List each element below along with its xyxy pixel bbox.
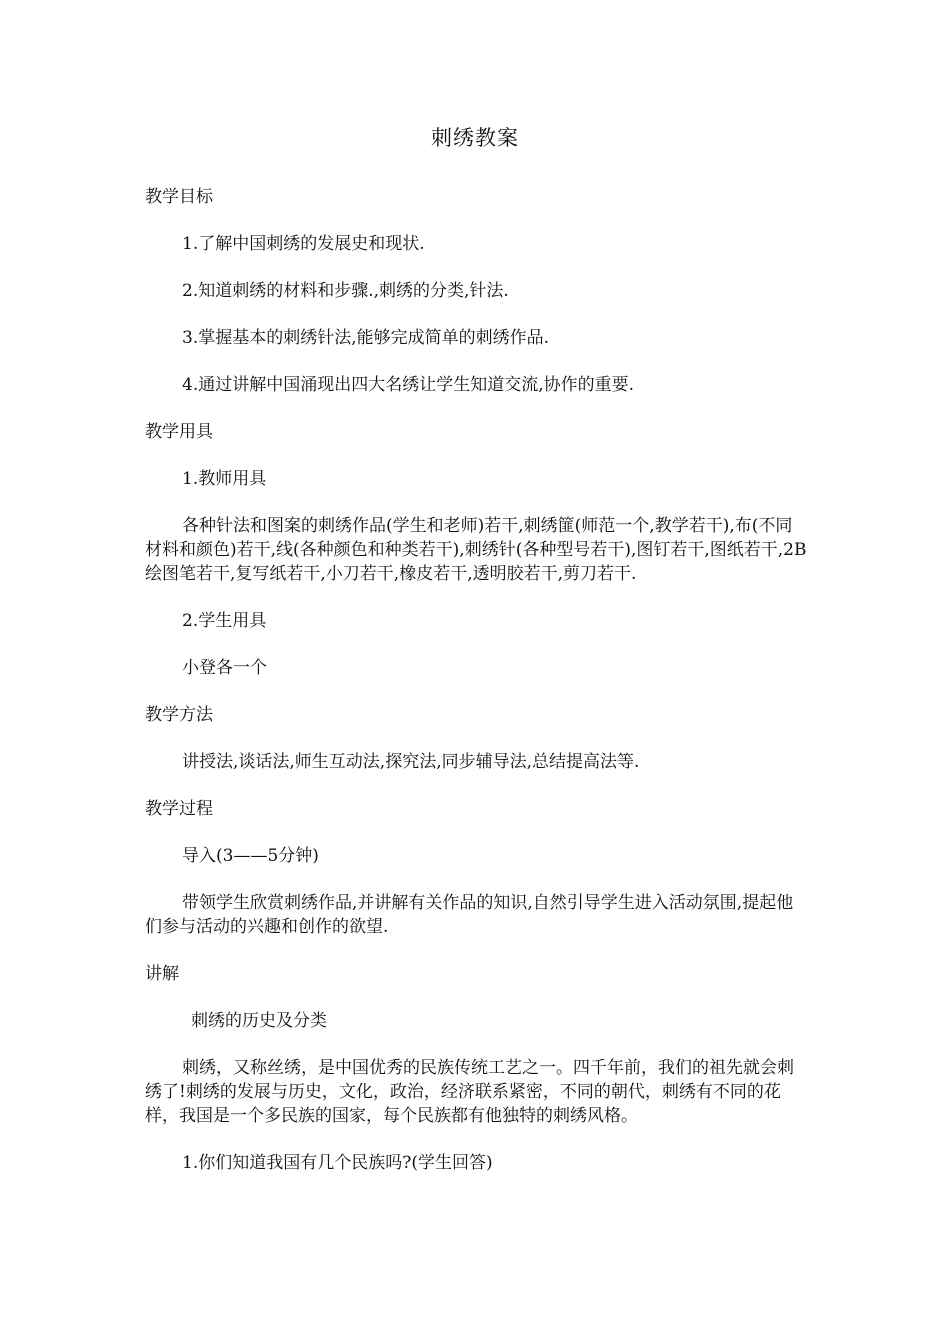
question-item-1: 1.你们知道我国有几个民族吗?(学生回答)	[182, 1153, 493, 1173]
section-heading-objectives: 教学目标	[145, 187, 213, 207]
subheading-history: 刺绣的历史及分类	[191, 1011, 327, 1031]
tools-student-heading: 2.学生用具	[182, 611, 267, 631]
tools-teacher-heading: 1.教师用具	[182, 469, 267, 489]
objective-item-3: 3.掌握基本的刺绣针法,能够完成简单的刺绣作品.	[182, 328, 550, 348]
section-heading-process: 教学过程	[145, 799, 213, 819]
section-heading-tools: 教学用具	[145, 422, 213, 442]
document-title: 刺绣教案	[431, 126, 519, 150]
process-intro-heading: 导入(3——5分钟)	[182, 846, 319, 866]
objective-item-4: 4.通过讲解中国涌现出四大名绣让学生知道交流,协作的重要.	[182, 375, 635, 395]
objective-item-2: 2.知道刺绣的材料和步骤.,刺绣的分类,针法.	[182, 281, 509, 301]
section-heading-explanation: 讲解	[145, 964, 179, 984]
objective-item-1: 1.了解中国刺绣的发展史和现状.	[182, 234, 425, 254]
methods-text: 讲授法,谈话法,师生互动法,探究法,同步辅导法,总结提高法等.	[182, 752, 640, 772]
section-heading-methods: 教学方法	[145, 705, 213, 725]
tools-teacher-list: 各种针法和图案的刺绣作品(学生和老师)若干,刺绣篚(师范一个,教学若干),布(不同材料和颜色)若干,线(各种颜色和种类若干),刺绣针(各种型号若干),图钉若干,图纸若干,2B绘图笔若干,复写纸若干,小刀若干,橡皮若干,透明胶若干,剪刀若干.	[145, 516, 807, 584]
document-body	[145, 185, 807, 1175]
tools-student-list: 小登各一个	[182, 658, 267, 678]
process-intro-text: 带领学生欣赏刺绣作品,并讲解有关作品的知识,自然引导学生进入活动氛围,提起他们参与活动的兴趣和创作的欲望.	[145, 893, 794, 937]
history-text: 刺绣，又称丝绣，是中国优秀的民族传统工艺之一。四千年前，我们的祖先就会刺绣了!刺绣的发展与历史，文化，政治，经济联系紧密，不同的朝代，刺绣有不同的花样，我国是一个多民族的国家，每个民族都有他独特的刺绣风格。	[145, 1058, 794, 1126]
